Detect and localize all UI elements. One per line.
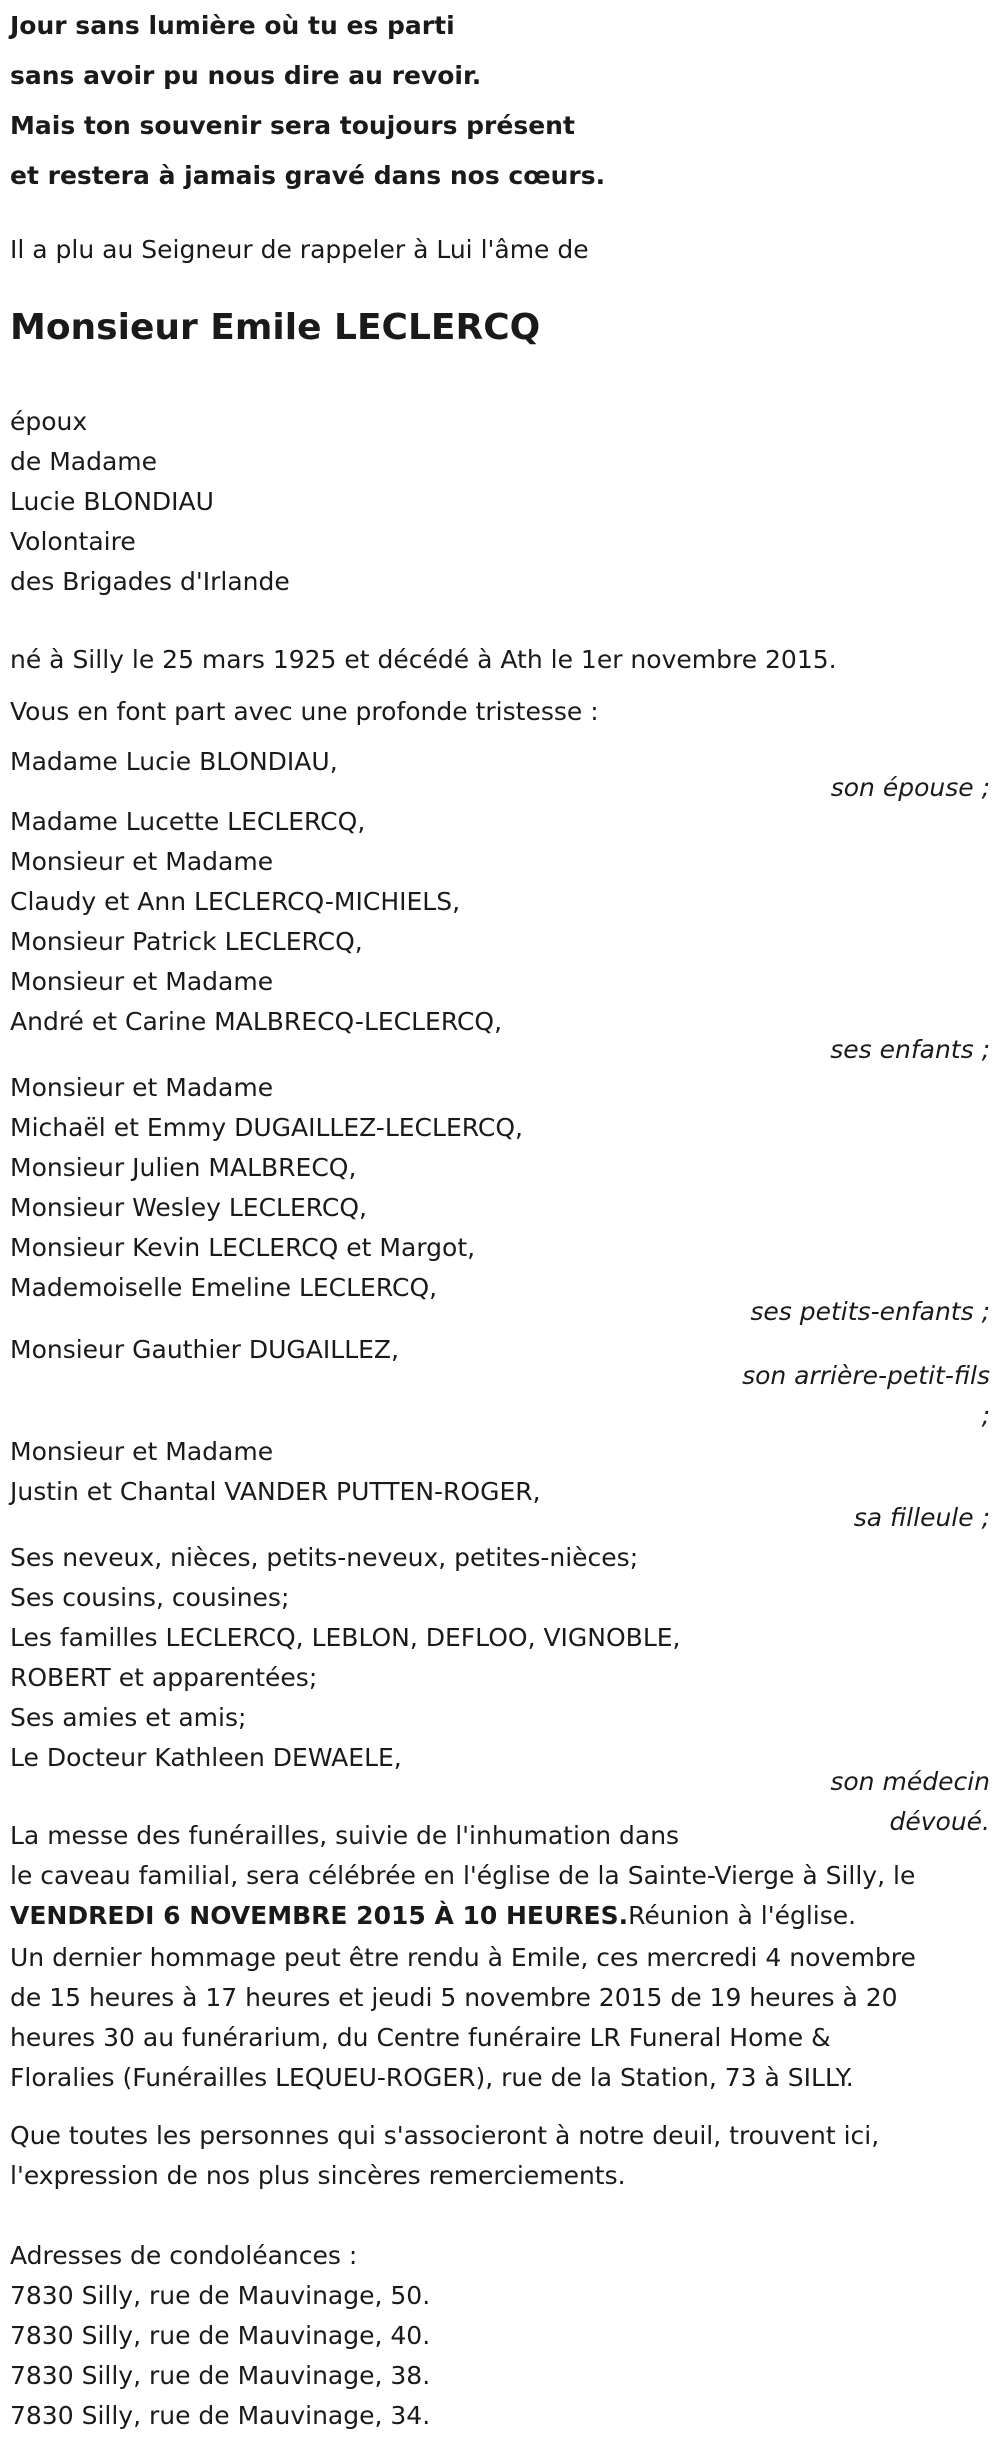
birth-death-text: né à Silly le 25 mars 1925 et décédé à Ath le 1er novembre 2015. (10, 645, 837, 674)
deceased-name: Monsieur Emile LECLERCQ (10, 307, 541, 348)
other-relatives (10, 1538, 970, 1778)
family-line: Monsieur Gauthier DUGAILLEZ, (10, 1335, 399, 1364)
family-line: Ses cousins, cousines; (10, 1583, 290, 1612)
address-line: 7830 Silly, rue de Mauvinage, 38. (10, 2361, 431, 2390)
address-line: 7830 Silly, rue de Mauvinage, 40. (10, 2321, 431, 2350)
family-line: Monsieur Julien MALBRECQ, (10, 1153, 357, 1182)
description-line: Lucie BLONDIAU (10, 487, 214, 516)
family-line: Monsieur Kevin LECLERCQ et Margot, (10, 1233, 476, 1262)
family-line: Madame Lucette LECLERCQ, (10, 807, 366, 836)
family-line: Ses neveux, nièces, petits-neveux, petites-nièces; (10, 1543, 639, 1572)
spouse-names (10, 742, 970, 782)
funeral-block (10, 1816, 970, 1936)
funeral-date-line (10, 1896, 970, 1936)
announce-text: Vous en font part avec une profonde tristesse : (10, 697, 599, 726)
funeral-line: le caveau familial, sera célébrée en l'église de la Sainte-Vierge à Silly, le (10, 1861, 916, 1890)
spouse-relation: son épouse ; (830, 773, 990, 802)
family-line: Monsieur et Madame (10, 847, 274, 876)
tribute-line: Un dernier hommage peut être rendu à Emile, ces mercredi 4 novembre (10, 1943, 916, 1972)
tribute-line: heures 30 au funérarium, du Centre funéraire LR Funeral Home & (10, 2023, 831, 2052)
funeral-meeting: Réunion à l'église. (628, 1901, 857, 1930)
family-line: Justin et Chantal VANDER PUTTEN-ROGER, (10, 1477, 541, 1506)
family-line: Michaël et Emmy DUGAILLEZ-LECLERCQ, (10, 1113, 523, 1142)
announce-block (10, 692, 970, 732)
funeral-line: La messe des funérailles, suivie de l'inhumation dans (10, 1821, 680, 1850)
great-grandchild-relation (742, 1356, 990, 1436)
children-relation: ses enfants ; (830, 1035, 990, 1064)
address-line: 7830 Silly, rue de Mauvinage, 34. (10, 2401, 431, 2430)
poem-line: Mais ton souvenir sera toujours présent (10, 111, 575, 140)
poem-line: sans avoir pu nous dire au revoir. (10, 61, 482, 90)
description-line: Volontaire (10, 527, 136, 556)
relation-line: son arrière-petit-fils (742, 1361, 990, 1390)
family-line: Monsieur et Madame (10, 967, 274, 996)
tribute-line: de 15 heures à 17 heures et jeudi 5 novembre 2015 de 19 heures à 20 (10, 1983, 898, 2012)
family-line: Le Docteur Kathleen DEWAELE, (10, 1743, 402, 1772)
funeral-date: VENDREDI 6 NOVEMBRE 2015 À 10 HEURES. (10, 1901, 629, 1930)
relation-line: dévoué. (889, 1807, 990, 1836)
tribute-block (10, 1938, 970, 2098)
relation-line: ; (981, 1401, 990, 1430)
intro-text: Il a plu au Seigneur de rappeler à Lui l'âme de (10, 235, 589, 264)
description-line: des Brigades d'Irlande (10, 567, 290, 596)
thanks-line: Que toutes les personnes qui s'associeront à notre deuil, trouvent ici, (10, 2121, 880, 2150)
condolences-heading: Adresses de condoléances : (10, 2241, 358, 2270)
grandchildren-relation: ses petits-enfants ; (750, 1297, 990, 1326)
condolences-block (10, 2236, 970, 2436)
family-line: Monsieur Patrick LECLERCQ, (10, 927, 363, 956)
family-line: ROBERT et apparentées; (10, 1663, 318, 1692)
thanks-block (10, 2116, 970, 2196)
thanks-line: l'expression de nos plus sincères remerciements. (10, 2161, 626, 2190)
children-names (10, 802, 970, 1042)
description-line: époux (10, 407, 88, 436)
goddaughter-relation: sa filleule ; (853, 1503, 990, 1532)
family-line: Claudy et Ann LECLERCQ-MICHIELS, (10, 887, 461, 916)
relation-line: son médecin (830, 1767, 990, 1796)
grandchildren-names (10, 1068, 970, 1308)
family-line: Les familles LECLERCQ, LEBLON, DEFLOO, VIGNOBLE, (10, 1623, 681, 1652)
family-line: Monsieur et Madame (10, 1073, 274, 1102)
poem-line: Jour sans lumière où tu es parti (10, 11, 455, 40)
spouse-name: Madame Lucie BLONDIAU, (10, 747, 338, 776)
family-line: Ses amies et amis; (10, 1703, 247, 1732)
address-line: 7830 Silly, rue de Mauvinage, 50. (10, 2281, 431, 2310)
goddaughter-names (10, 1432, 970, 1512)
family-line: André et Carine MALBRECQ-LECLERCQ, (10, 1007, 503, 1036)
poem (10, 6, 950, 206)
family-line: Monsieur Wesley LECLERCQ, (10, 1193, 367, 1222)
family-line: Monsieur et Madame (10, 1437, 274, 1466)
tribute-line: Floralies (Funérailles LEQUEU-ROGER), rue de la Station, 73 à SILLY. (10, 2063, 854, 2092)
family-line: Mademoiselle Emeline LECLERCQ, (10, 1273, 438, 1302)
poem-line: et restera à jamais gravé dans nos cœurs. (10, 161, 606, 190)
deceased-description (10, 402, 970, 602)
description-line: de Madame (10, 447, 158, 476)
birth-death-block (10, 640, 970, 680)
